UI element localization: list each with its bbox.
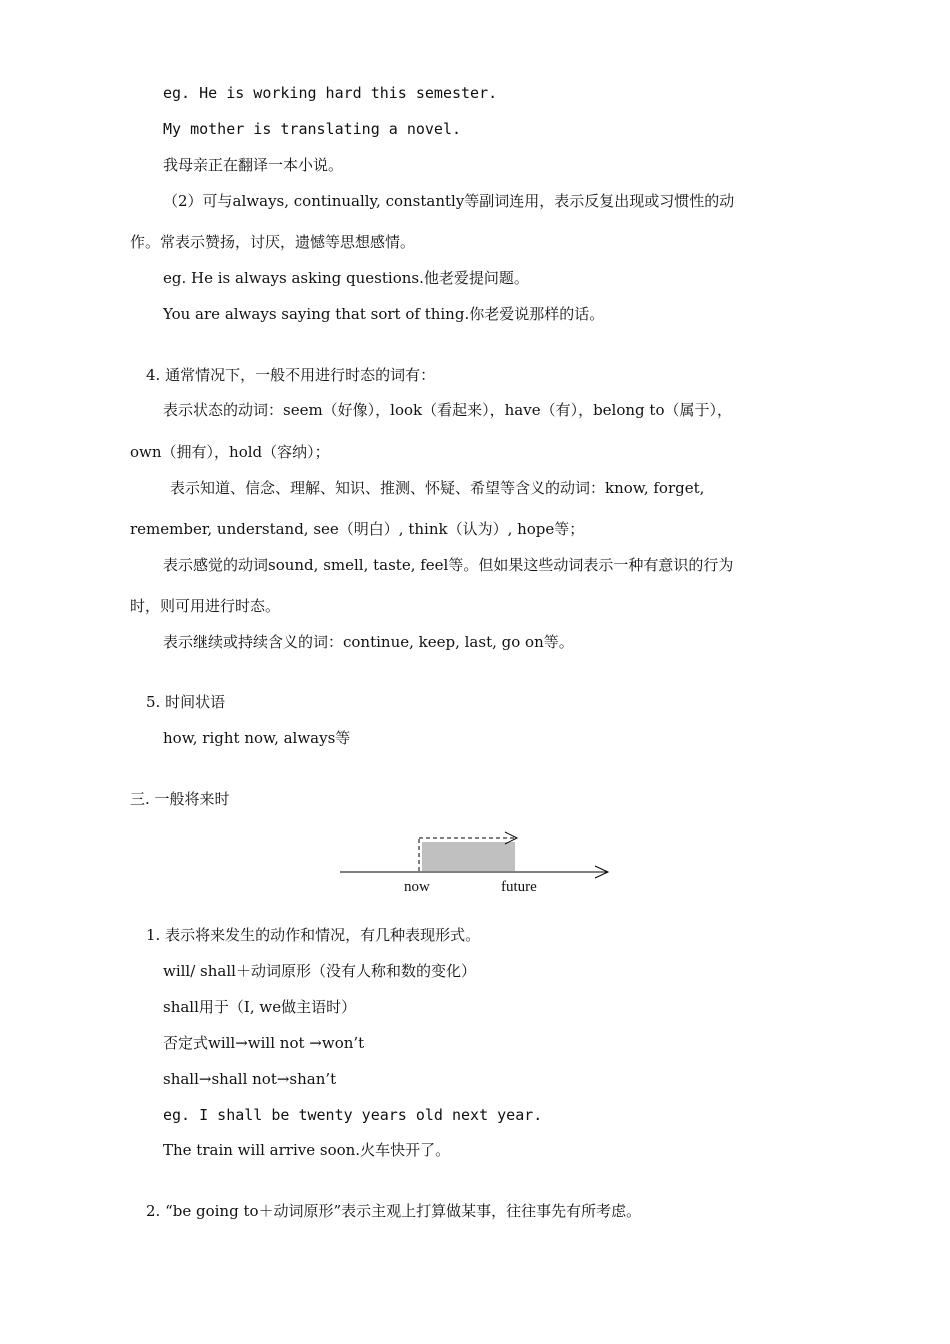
text-line: eg. He is working hard this semester.	[163, 84, 498, 102]
chapter-heading: 三. 一般将来时	[130, 790, 230, 808]
text-line: 时，则可用进行时态。	[130, 597, 281, 615]
timeline-future-label: future	[501, 879, 537, 895]
timeline-future-block	[422, 842, 515, 871]
text-line: 我母亲正在翻译一本小说。	[163, 156, 344, 174]
text-line: 表示知道、信念、理解、知识、推测、怀疑、希望等含义的动词：know, forget,	[170, 479, 705, 497]
text-line: will/ shall＋动词原形（没有人称和数的变化）	[163, 962, 476, 980]
section-heading: 2. “be going to＋动词原形”表示主观上打算做某事，往往事先有所考虑。	[146, 1202, 642, 1220]
text-line: （2）可与always, continually, constantly等副词连用，表示反复出现或习惯性的动	[163, 192, 735, 210]
timeline-now-label: now	[404, 879, 430, 895]
text-line: eg. He is always asking questions.他老爱提问题。	[163, 269, 529, 287]
section-heading: 4. 通常情况下，一般不用进行时态的词有：	[146, 366, 436, 384]
text-line: 表示感觉的动词sound, smell, taste, feel等。但如果这些动词表示一种有意识的行为	[163, 556, 734, 574]
text-line: 表示继续或持续含义的词：continue, keep, last, go on等。	[163, 633, 574, 651]
timeline-diagram	[335, 828, 625, 900]
text-line: shall用于（I, we做主语时）	[163, 998, 357, 1016]
text-line: own（拥有），hold（容纳）；	[130, 443, 330, 461]
text-line: 表示状态的动词：seem（好像），look（看起来），have（有），belong to（属于），	[163, 401, 732, 419]
text-line: 作。常表示赞扬，讨厌，遗憾等思想感情。	[130, 233, 416, 251]
text-line: The train will arrive soon.火车快开了。	[163, 1141, 451, 1159]
section-heading: 5. 时间状语	[146, 693, 226, 711]
text-line: My mother is translating a novel.	[163, 120, 462, 138]
text-line: remember, understand, see（明白）, think（认为）, hope等；	[130, 520, 585, 538]
text-line: 否定式will→will not →won’t	[163, 1034, 365, 1052]
text-line: You are always saying that sort of thing.你老爱说那样的话。	[163, 305, 605, 323]
text-line: how, right now, always等	[163, 729, 351, 747]
text-line: shall→shall not→shan’t	[163, 1070, 337, 1088]
section-heading: 1. 表示将来发生的动作和情况，有几种表现形式。	[146, 926, 481, 944]
text-line: eg. I shall be twenty years old next year.	[163, 1106, 543, 1124]
